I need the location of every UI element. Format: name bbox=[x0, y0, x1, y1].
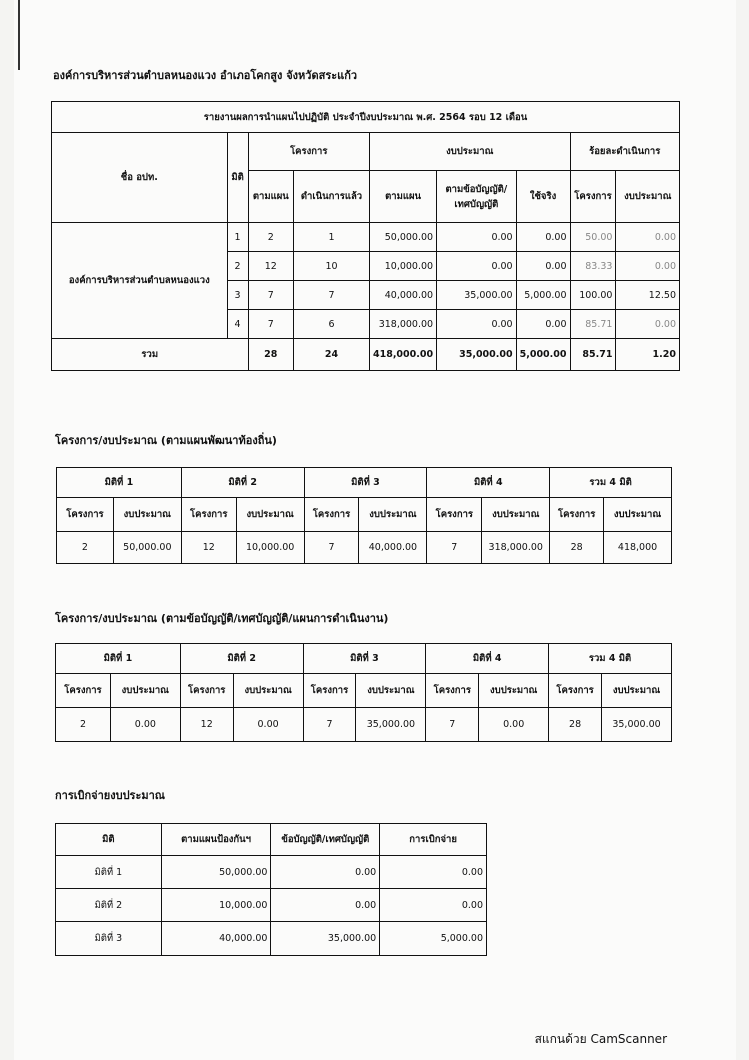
header-regulation: ข้อบัญญัติ/เทศบัญญัติ bbox=[271, 824, 380, 856]
cell-plan: 7 bbox=[248, 310, 293, 339]
col-dimension: มิติ bbox=[227, 133, 248, 223]
cell-done: 10 bbox=[294, 252, 370, 281]
cell-plan: 12 bbox=[248, 252, 293, 281]
sub-budget: งบประมาณ bbox=[356, 674, 426, 708]
cell-reg: 0.00 bbox=[271, 856, 380, 889]
sub-project: โครงการ bbox=[550, 498, 604, 532]
cell-budget-reg: 0.00 bbox=[437, 252, 517, 281]
org-name-cell: องค์การบริหารส่วนตำบลหนองแวง bbox=[52, 223, 228, 339]
table-row bbox=[52, 223, 680, 252]
cell-pct-project: 100.00 bbox=[570, 281, 616, 310]
cell-budget-reg: 35,000.00 bbox=[437, 281, 517, 310]
sub-project: โครงการ bbox=[56, 674, 111, 708]
sub-pct-budget: งบประมาณ bbox=[616, 171, 680, 223]
cell-budget: 0.00 bbox=[233, 708, 303, 742]
cell-pct-budget: 12.50 bbox=[616, 281, 680, 310]
cell-budget-reg: 0.00 bbox=[437, 310, 517, 339]
section3-title: โครงการ/งบประมาณ (ตามข้อบัญญัติ/เทศบัญญัติ/แผนการดำเนินงาน) bbox=[55, 612, 389, 625]
sub-project: โครงการ bbox=[303, 674, 356, 708]
cell-project: 28 bbox=[550, 532, 604, 564]
table-row bbox=[56, 889, 487, 922]
cell-pct-project: 83.33 bbox=[570, 252, 616, 281]
org-heading: องค์การบริหารส่วนตำบลหนองแวง อำเภอโคกสูง จังหวัดสระแก้ว bbox=[53, 69, 358, 82]
group-dim1: มิติที่ 1 bbox=[57, 468, 182, 498]
group-total: รวม 4 มิติ bbox=[549, 644, 672, 674]
header-dimension: มิติ bbox=[56, 824, 162, 856]
total-plan: 28 bbox=[248, 339, 293, 371]
cell-project: 7 bbox=[303, 708, 356, 742]
sub-plan: ตามแผน bbox=[248, 171, 293, 223]
col-budget: งบประมาณ bbox=[369, 133, 570, 171]
cell-dim: 1 bbox=[227, 223, 248, 252]
group-dim4: มิติที่ 4 bbox=[427, 468, 550, 498]
col-org-name: ชื่อ อปท. bbox=[52, 133, 228, 223]
cell-actual: 0.00 bbox=[516, 252, 570, 281]
sub-project: โครงการ bbox=[180, 674, 233, 708]
cell-budget: 0.00 bbox=[110, 708, 180, 742]
sub-project: โครงการ bbox=[304, 498, 359, 532]
cell-budget: 35,000.00 bbox=[602, 708, 672, 742]
cell-project: 28 bbox=[549, 708, 602, 742]
cell-actual: 5,000.00 bbox=[516, 281, 570, 310]
group-dim3: มิติที่ 3 bbox=[303, 644, 426, 674]
section4-title: การเบิกจ่ายงบประมาณ bbox=[55, 789, 165, 802]
cell-project: 7 bbox=[426, 708, 479, 742]
cell-plan: 7 bbox=[248, 281, 293, 310]
table-row bbox=[56, 922, 487, 956]
cell-done: 6 bbox=[294, 310, 370, 339]
cell-dim: 3 bbox=[227, 281, 248, 310]
cell-budget: 0.00 bbox=[479, 708, 549, 742]
cell-project: 7 bbox=[427, 532, 482, 564]
group-dim2: มิติที่ 2 bbox=[180, 644, 303, 674]
scanner-watermark: สแกนด้วย CamScanner bbox=[534, 1032, 667, 1046]
cell-budget-plan: 50,000.00 bbox=[369, 223, 436, 252]
cell-actual: 0.00 bbox=[516, 223, 570, 252]
cell-done: 1 bbox=[294, 223, 370, 252]
sub-project: โครงการ bbox=[549, 674, 602, 708]
plan-dimension-table bbox=[56, 467, 672, 564]
cell-reg: 0.00 bbox=[271, 889, 380, 922]
cell-dim: มิติที่ 2 bbox=[56, 889, 162, 922]
sub-budget-plan: ตามแผน bbox=[369, 171, 436, 223]
total-row bbox=[52, 339, 680, 371]
report-table bbox=[51, 101, 680, 371]
group-dim2: มิติที่ 2 bbox=[181, 468, 304, 498]
table-row bbox=[56, 856, 487, 889]
col-percent: ร้อยละดำเนินการ bbox=[570, 133, 680, 171]
cell-pct-budget: 0.00 bbox=[616, 310, 680, 339]
sub-project: โครงการ bbox=[57, 498, 114, 532]
cell-budget-plan: 40,000.00 bbox=[369, 281, 436, 310]
regulation-dimension-table bbox=[55, 643, 672, 742]
group-dim4: มิติที่ 4 bbox=[426, 644, 549, 674]
cell-project: 7 bbox=[304, 532, 359, 564]
total-actual: 5,000.00 bbox=[516, 339, 570, 371]
sub-project: โครงการ bbox=[426, 674, 479, 708]
sub-pct-project: โครงการ bbox=[570, 171, 616, 223]
cell-project: 12 bbox=[180, 708, 233, 742]
total-done: 24 bbox=[294, 339, 370, 371]
disbursement-table bbox=[55, 823, 487, 956]
cell-dim: มิติที่ 3 bbox=[56, 922, 162, 956]
sub-budget: งบประมาณ bbox=[236, 498, 304, 532]
col-projects: โครงการ bbox=[248, 133, 369, 171]
cell-budget-plan: 10,000.00 bbox=[369, 252, 436, 281]
report-title: รายงานผลการนำแผนไปปฏิบัติ ประจำปีงบประมาณ พ.ศ. 2564 รอบ 12 เดือน bbox=[52, 102, 680, 133]
cell-paid: 0.00 bbox=[380, 889, 487, 922]
header-plan: ตามแผนป้องกันฯ bbox=[161, 824, 271, 856]
sub-budget: งบประมาณ bbox=[110, 674, 180, 708]
total-pct-budget: 1.20 bbox=[616, 339, 680, 371]
sub-budget: งบประมาณ bbox=[113, 498, 181, 532]
cell-budget: 418,000 bbox=[604, 532, 672, 564]
sub-budget-reg: ตามข้อบัญญัติ/เทศบัญญัติ bbox=[437, 171, 517, 223]
group-total: รวม 4 มิติ bbox=[550, 468, 672, 498]
scan-edge-line bbox=[18, 0, 20, 70]
group-dim3: มิติที่ 3 bbox=[304, 468, 427, 498]
sub-budget: งบประมาณ bbox=[482, 498, 550, 532]
cell-budget-reg: 0.00 bbox=[437, 223, 517, 252]
section2-title: โครงการ/งบประมาณ (ตามแผนพัฒนาท้องถิ่น) bbox=[55, 434, 277, 447]
cell-budget: 10,000.00 bbox=[236, 532, 304, 564]
sub-done: ดำเนินการแล้ว bbox=[294, 171, 370, 223]
sub-project: โครงการ bbox=[427, 498, 482, 532]
cell-done: 7 bbox=[294, 281, 370, 310]
cell-plan: 40,000.00 bbox=[161, 922, 271, 956]
sub-budget: งบประมาณ bbox=[602, 674, 672, 708]
cell-pct-budget: 0.00 bbox=[616, 223, 680, 252]
sub-budget: งบประมาณ bbox=[359, 498, 427, 532]
cell-budget: 318,000.00 bbox=[482, 532, 550, 564]
cell-paid: 5,000.00 bbox=[380, 922, 487, 956]
cell-dim: 4 bbox=[227, 310, 248, 339]
sub-budget: งบประมาณ bbox=[233, 674, 303, 708]
group-dim1: มิติที่ 1 bbox=[56, 644, 181, 674]
total-budget-reg: 35,000.00 bbox=[437, 339, 517, 371]
cell-pct-project: 85.71 bbox=[570, 310, 616, 339]
cell-actual: 0.00 bbox=[516, 310, 570, 339]
cell-plan: 50,000.00 bbox=[161, 856, 271, 889]
sub-actual: ใช้จริง bbox=[516, 171, 570, 223]
table-row bbox=[56, 708, 672, 742]
total-pct-project: 85.71 bbox=[570, 339, 616, 371]
cell-project: 2 bbox=[57, 532, 114, 564]
sub-project: โครงการ bbox=[181, 498, 236, 532]
sub-budget: งบประมาณ bbox=[604, 498, 672, 532]
cell-plan: 10,000.00 bbox=[161, 889, 271, 922]
sub-budget: งบประมาณ bbox=[479, 674, 549, 708]
cell-dim: 2 bbox=[227, 252, 248, 281]
table-row bbox=[57, 532, 672, 564]
cell-pct-budget: 0.00 bbox=[616, 252, 680, 281]
cell-dim: มิติที่ 1 bbox=[56, 856, 162, 889]
cell-paid: 0.00 bbox=[380, 856, 487, 889]
cell-project: 2 bbox=[56, 708, 111, 742]
cell-budget-plan: 318,000.00 bbox=[369, 310, 436, 339]
cell-project: 12 bbox=[181, 532, 236, 564]
cell-budget: 40,000.00 bbox=[359, 532, 427, 564]
header-disbursement: การเบิกจ่าย bbox=[380, 824, 487, 856]
cell-budget: 35,000.00 bbox=[356, 708, 426, 742]
cell-pct-project: 50.00 bbox=[570, 223, 616, 252]
cell-budget: 50,000.00 bbox=[113, 532, 181, 564]
cell-plan: 2 bbox=[248, 223, 293, 252]
total-label: รวม bbox=[52, 339, 249, 371]
total-budget-plan: 418,000.00 bbox=[369, 339, 436, 371]
cell-reg: 35,000.00 bbox=[271, 922, 380, 956]
